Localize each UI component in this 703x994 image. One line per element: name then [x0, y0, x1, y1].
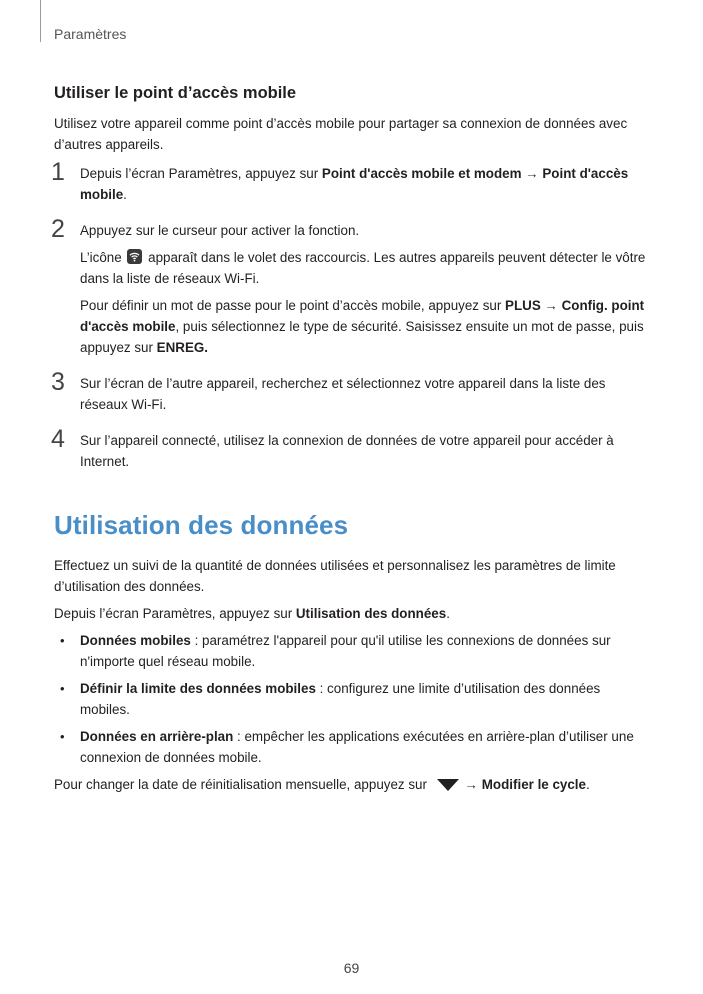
page-number: 69: [343, 960, 360, 976]
subsection-intro: Utilisez votre appareil comme point d’accès mobile pour partager sa connexion de données avec d’autres appareils.: [54, 116, 628, 152]
menu-path: Point d'accès mobile: [80, 166, 629, 202]
menu-path: PLUS: [505, 298, 541, 313]
step-text: Pour définir un mot de passe pour le point d’accès mobile, appuyez sur PLUS → Config. point d'accès mobile, puis sélectionnez le type de sécurité. Saisissez ensuite un mot de passe, puis appuyez sur ENREG.: [80, 298, 645, 355]
step-3: [51, 368, 652, 415]
list-item: • Définir la limite des données mobiles : configurez une limite d’utilisation des données mobiles.: [54, 678, 652, 720]
section-title: Utilisation des données: [54, 510, 349, 540]
bullet: •: [60, 633, 65, 648]
step-text: L’icône apparaît dans le volet des raccourcis. Les autres appareils peuvent détecter le vôtre dans la liste de réseaux Wi-Fi.: [80, 250, 646, 286]
page-content: [51, 84, 652, 795]
step-number: 3: [51, 368, 65, 396]
menu-path: ENREG.: [156, 340, 209, 355]
step-text: Sur l’appareil connecté, utilisez la connexion de données de votre appareil pour accéder à Internet.: [80, 433, 614, 469]
step-number: 2: [51, 215, 65, 243]
step-text: Appuyez sur le curseur pour activer la fonction.: [80, 223, 360, 238]
step-text: Sur l’écran de l’autre appareil, recherchez et sélectionnez votre appareil dans la liste des réseaux Wi-Fi.: [80, 376, 606, 412]
step-number: 4: [51, 425, 65, 453]
step-2: [51, 215, 652, 358]
list-item: • Données en arrière-plan : empêcher les applications exécutées en arrière-plan d’utiliser une connexion de données mobile.: [54, 726, 652, 768]
bullet: •: [60, 681, 65, 696]
section-paragraph: Pour changer la date de réinitialisation mensuelle, appuyez sur → Modifier le cycle.: [54, 777, 590, 792]
menu-path: Config. point d'accès mobile: [80, 298, 645, 334]
step-text: Depuis l’écran Paramètres, appuyez sur Point d'accès mobile et modem → Point d'accès mobile.: [80, 166, 629, 202]
step-number: 1: [51, 158, 65, 186]
wifi-hotspot-icon: [127, 249, 142, 264]
menu-path: Point d'accès mobile et modem: [321, 166, 522, 181]
step-4: [51, 425, 652, 472]
menu-path: Utilisation des données: [295, 606, 447, 621]
bullet: •: [60, 729, 65, 744]
page-header: Paramètres: [54, 26, 127, 42]
section-paragraph: Effectuez un suivi de la quantité de données utilisées et personnalisez les paramètres de limite d’utilisation des données.: [54, 558, 616, 594]
step-1: [51, 158, 652, 205]
menu-path: Modifier le cycle: [481, 777, 586, 792]
subsection-title: Utiliser le point d’accès mobile: [54, 84, 297, 102]
corner-line: [40, 0, 41, 42]
options-list: [54, 630, 652, 768]
list-item: • Données mobiles : paramétrez l'appareil pour qu'il utilise les connexions de données sur n'importe quel réseau mobile.: [54, 630, 652, 672]
section-paragraph: Depuis l’écran Paramètres, appuyez sur Utilisation des données.: [54, 606, 450, 621]
dropdown-triangle-icon: [437, 779, 459, 791]
